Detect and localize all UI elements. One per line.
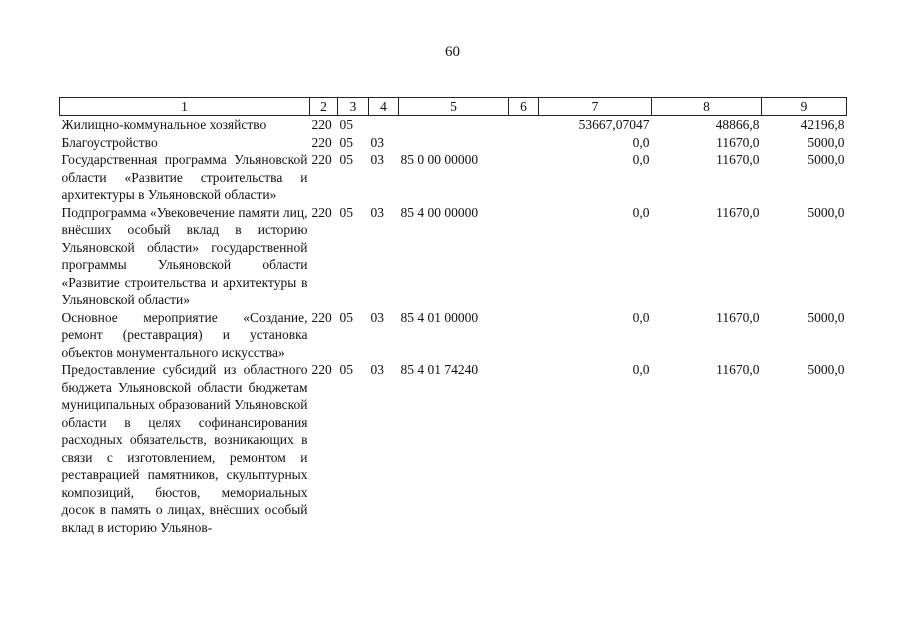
table-row [60,151,847,204]
row-value-7: 53667,07047 [578,117,650,132]
row-value-8: 11670,0 [716,309,760,325]
row-code-4: 03 [370,309,384,325]
row-code-6 [509,116,539,134]
row-code-4: 03 [370,134,384,150]
row-code-5: 85 4 01 00000 [400,309,479,325]
column-header-9: 9 [762,98,847,116]
row-code-2: 220 [311,204,332,220]
table-row [60,116,847,134]
row-value-9: 5000,0 [807,152,845,167]
row-code-3: 05 [339,204,353,220]
row-code-5 [399,116,509,134]
row-name: Благоустройство [61,134,158,150]
row-code-3: 05 [339,117,353,132]
row-code-5: 85 4 01 74240 [400,362,479,377]
row-name: Подпрограмма «Увековечение памяти лиц, внёсших особый вклад в историю Ульяновской области» государственной программы Ульяновской области «Развитие строительства и архитектуры в Ульяновской области» [61,204,308,307]
row-name: Предоставление субсидий из областного бюджета Ульяновской области бюджетам муниципальных образований Ульяновской области в целях софинансирования расходных обязательств, возникающих в связи с изготовлением, ремонтом и реставрацией памятников, скульптурных композиций, бюстов, мемориальных досок в память о лицах, внёсших особый вклад в историю Ульянов- [61,362,308,535]
row-code-6 [509,151,539,204]
row-value-8: 48866,8 [715,117,760,132]
column-header-7: 7 [539,98,652,116]
row-code-2: 220 [311,152,332,167]
table-row [60,204,847,309]
row-value-7: 0,0 [632,152,650,167]
row-code-5: 85 0 00 00000 [400,152,479,167]
table-row [60,361,847,536]
column-header-2: 2 [310,98,338,116]
row-code-2: 220 [311,309,332,325]
row-code-6 [509,361,539,536]
row-code-3: 05 [339,134,353,150]
row-code-2: 220 [311,117,332,132]
row-code-5: 85 4 00 00000 [400,204,479,220]
row-code-5 [399,134,509,152]
table-header-row [60,98,847,116]
row-value-9: 5000,0 [807,134,845,150]
row-value-7: 0,0 [632,204,650,220]
row-code-4 [369,116,399,134]
row-code-6 [509,134,539,152]
row-name: Основное мероприятие «Создание, ремонт (реставрация) и установка объектов монументального искусства» [61,309,308,360]
column-header-8: 8 [652,98,762,116]
row-name: Государственная программа Ульяновской области «Развитие строительства и архитектуры в Ульяновской области» [61,152,308,202]
row-value-8: 11670,0 [716,204,760,220]
row-name: Жилищно-коммунальное хозяйство [61,117,267,132]
row-value-9: 42196,8 [800,117,845,132]
row-value-8: 11670,0 [716,134,760,150]
row-code-6 [509,204,539,309]
row-value-9: 5000,0 [807,362,845,377]
row-code-3: 05 [339,152,353,167]
column-header-1: 1 [60,98,310,116]
row-value-8: 11670,0 [716,362,760,377]
column-header-5: 5 [399,98,509,116]
row-code-6 [509,309,539,362]
row-value-9: 5000,0 [807,309,845,325]
row-code-4: 03 [370,152,384,167]
row-value-9: 5000,0 [807,204,845,220]
row-code-2: 220 [311,134,332,150]
row-code-2: 220 [311,362,332,377]
row-value-7: 0,0 [632,134,650,150]
row-code-4: 03 [370,204,384,220]
row-value-7: 0,0 [632,309,650,325]
table-row [60,309,847,362]
row-code-3: 05 [339,362,353,377]
budget-table [59,97,847,536]
row-code-3: 05 [339,309,353,325]
column-header-3: 3 [338,98,369,116]
column-header-6: 6 [509,98,539,116]
row-value-7: 0,0 [632,362,650,377]
table-row [60,134,847,152]
row-code-4: 03 [370,362,384,377]
row-value-8: 11670,0 [716,152,760,167]
column-header-4: 4 [369,98,399,116]
page-number: 60 [445,44,460,60]
